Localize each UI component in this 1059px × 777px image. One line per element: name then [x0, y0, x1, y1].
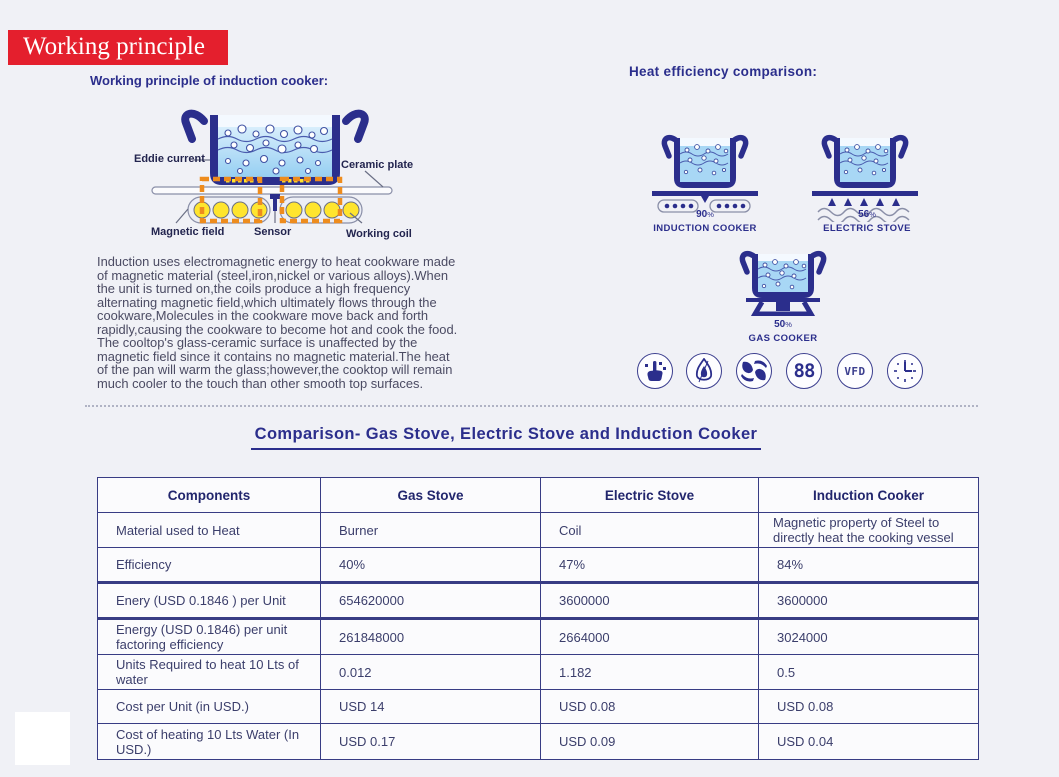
sensor-icon	[270, 194, 280, 211]
table-cell: 654620000	[321, 583, 541, 619]
comparison-title-wrap	[0, 425, 1012, 450]
pot-handle-right-icon	[346, 114, 365, 139]
table-header-row	[98, 478, 979, 513]
gas-cooker-caption: 50% GAS COOKER	[748, 319, 818, 344]
table-cell: USD 0.08	[759, 690, 979, 724]
table-cell: Burner	[321, 513, 541, 548]
table-cell: Energy (USD 0.1846) per unit factoring efficiency	[98, 619, 321, 655]
vfd-display-icon: VFD	[837, 353, 873, 389]
dotted-divider	[85, 405, 978, 407]
pot-handle-left-icon	[185, 114, 204, 139]
working-principle-subtitle: Working principle of induction cooker:	[90, 73, 329, 88]
table-cell: Units Required to heat 10 Lts of water	[98, 655, 321, 690]
gas-flame-icon	[686, 353, 722, 389]
table-row	[98, 690, 979, 724]
table-row	[98, 619, 979, 655]
comparison-title: Comparison- Gas Stove, Electric Stove and Induction Cooker	[251, 425, 762, 450]
table-row	[98, 583, 979, 619]
bottom-left-white-patch	[15, 712, 70, 765]
col-header-gas-stove: Gas Stove	[321, 478, 541, 513]
electric-stove-caption: 56% ELECTRIC STOVE	[823, 209, 911, 234]
col-header-induction-cooker: Induction Cooker	[759, 478, 979, 513]
table-cell: 0.5	[759, 655, 979, 690]
table-cell: 3600000	[541, 583, 759, 619]
table-cell: USD 0.08	[541, 690, 759, 724]
led-display-icon: 88	[786, 353, 822, 389]
table-cell: Material used to Heat	[98, 513, 321, 548]
col-header-electric-stove: Electric Stove	[541, 478, 759, 513]
table-cell: 1.182	[541, 655, 759, 690]
label-working-coil: Working coil	[346, 228, 412, 240]
table-row	[98, 513, 979, 548]
table-cell: 3024000	[759, 619, 979, 655]
table-cell: 0.012	[321, 655, 541, 690]
table-cell: Coil	[541, 513, 759, 548]
label-magnetic-field: Magnetic field	[151, 226, 225, 238]
table-row	[98, 724, 979, 760]
table-cell: 261848000	[321, 619, 541, 655]
table-cell: 3600000	[759, 583, 979, 619]
table-cell: USD 0.09	[541, 724, 759, 760]
table-cell: 47%	[541, 548, 759, 583]
table-cell: USD 14	[321, 690, 541, 724]
label-eddie-current: Eddie current	[134, 153, 205, 165]
table-cell: Efficiency	[98, 548, 321, 583]
heat-efficiency-heading: Heat efficiency comparison:	[629, 64, 818, 79]
timer-clock-icon	[887, 353, 923, 389]
table-cell: Enery (USD 0.1846 ) per Unit	[98, 583, 321, 619]
comparison-table	[97, 477, 979, 760]
table-cell: USD 0.04	[759, 724, 979, 760]
gas-cooker-mini-icon	[732, 248, 834, 316]
table-cell: 84%	[759, 548, 979, 583]
label-ceramic-plate: Ceramic plate	[341, 159, 414, 171]
touch-control-icon	[637, 353, 673, 389]
table-cell: Cost of heating 10 Lts Water (In USD.)	[98, 724, 321, 760]
table-row	[98, 655, 979, 690]
table-cell: 40%	[321, 548, 541, 583]
table-cell: Cost per Unit (in USD.)	[98, 690, 321, 724]
table-cell: Magnetic property of Steel to directly heat the cooking vessel	[759, 513, 979, 548]
eco-leaves-icon	[736, 353, 772, 389]
table-row	[98, 548, 979, 583]
page-title: Working principle	[8, 30, 228, 65]
induction-description: Induction uses electromagnetic energy to heat cookware made of magnetic material (steel,iron,nickel or various alloys).When the unit is turned on,the coils produce a high frequency alternating magnetic field,which ultimately flows through the cookware,Molecules in the cookware move back and forth rapidly,causing the cookware to become hot and cook the food. The cooltop's glass-ceramic surface is unaffected by the magnetic field since it contains no magnetic material.The heat of the pan will warm the glass;however,the cooktop will remain much cooler to the touch than other smooth top surfaces.	[97, 254, 458, 391]
table-cell: USD 0.17	[321, 724, 541, 760]
induction-cooker-caption: 90% INDUCTION COOKER	[653, 209, 757, 234]
label-sensor: Sensor	[254, 226, 292, 238]
col-header-components: Components	[98, 478, 321, 513]
table-cell: 2664000	[541, 619, 759, 655]
ceramic-plate-icon	[152, 187, 392, 194]
